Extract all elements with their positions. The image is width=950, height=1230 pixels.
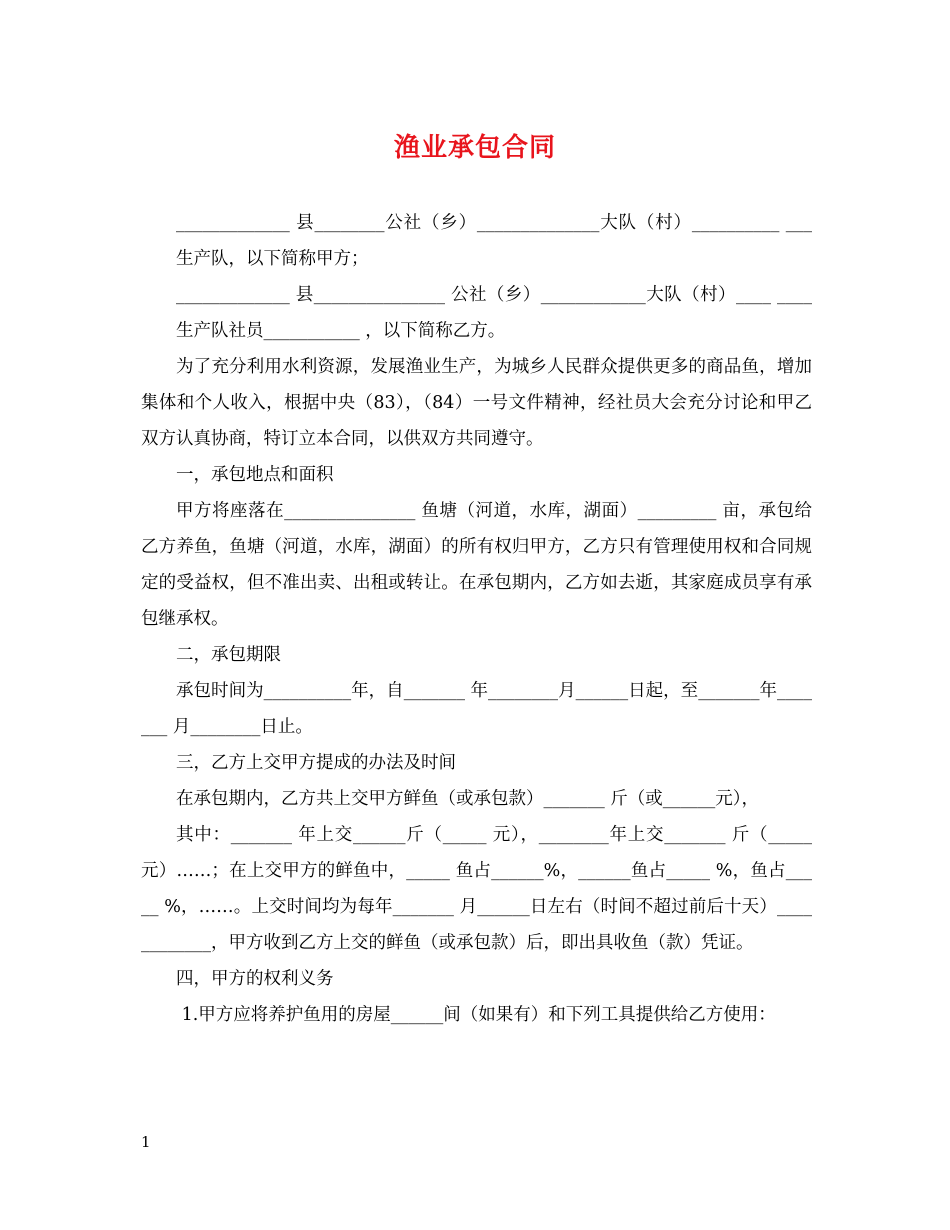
paragraph-party-a-location: _____________ 县________公社（乡）______________大队（村）__________ ___	[176, 213, 812, 233]
page-number: 1	[141, 1133, 151, 1151]
paragraph-party-a-item-1: 1.甲方应将养护鱼用的房屋______间（如果有）和下列工具提供给乙方使用：	[176, 1005, 776, 1025]
section-heading-party-a-rights: 四，甲方的权利义务	[176, 969, 334, 989]
section-heading-payment: 三，乙方上交甲方提成的办法及时间	[176, 753, 456, 773]
paragraph-party-b-location: _____________ 县_______________ 公社（乡）____________大队（村）____ ____	[176, 285, 812, 305]
paragraph-term: 承包时间为__________年，自_______ 年________月______日起，至_______年_______ 月________日止。	[141, 681, 812, 737]
paragraph-party-a-label: 生产队，以下简称甲方；	[176, 249, 369, 269]
paragraph-location-area: 甲方将座落在_______________ 鱼塘（河道，水库，湖面）_________ 亩，承包给乙方养鱼，鱼塘（河道，水库，湖面）的所有权归甲方，乙方只有管理使用权和合同规定的受益权，但不准出卖、出租或转让。在承包期内，乙方如去逝，其家庭成员享有承包继承权。	[141, 501, 812, 629]
paragraph-party-b-label: 生产队社员___________ ，以下简称乙方。	[176, 321, 506, 341]
document-title: 渔业承包合同	[393, 133, 556, 163]
document-body	[141, 205, 818, 1033]
section-heading-term: 二，承包期限	[176, 645, 281, 665]
paragraph-preamble: 为了充分利用水利资源，发展渔业生产，为城乡人民群众提供更多的商品鱼，增加集体和个人收入，根据中央（83），（84）一号文件精神，经社员大会充分讨论和甲乙双方认真协商，特订立本合同，以供双方共同遵守。	[141, 357, 812, 449]
paragraph-payment-total: 在承包期内，乙方共上交甲方鲜鱼（或承包款）_______ 斤（或______元），	[176, 789, 760, 809]
paragraph-payment-details: 其中：_______ 年上交______斤（_____ 元），________年上交_______ 斤（_____ 元）……；在上交甲方的鲜鱼中，_____ 鱼占______%，______鱼占_____ %，鱼占_____ %，……。上交时间均为每年_______ 月______日左右（时间不超过前后十天）____________，甲方收到乙方上交的鲜鱼（或承包款）后，即出具收鱼（款）凭证。	[141, 825, 818, 953]
section-heading-location-area: 一，承包地点和面积	[176, 465, 334, 485]
